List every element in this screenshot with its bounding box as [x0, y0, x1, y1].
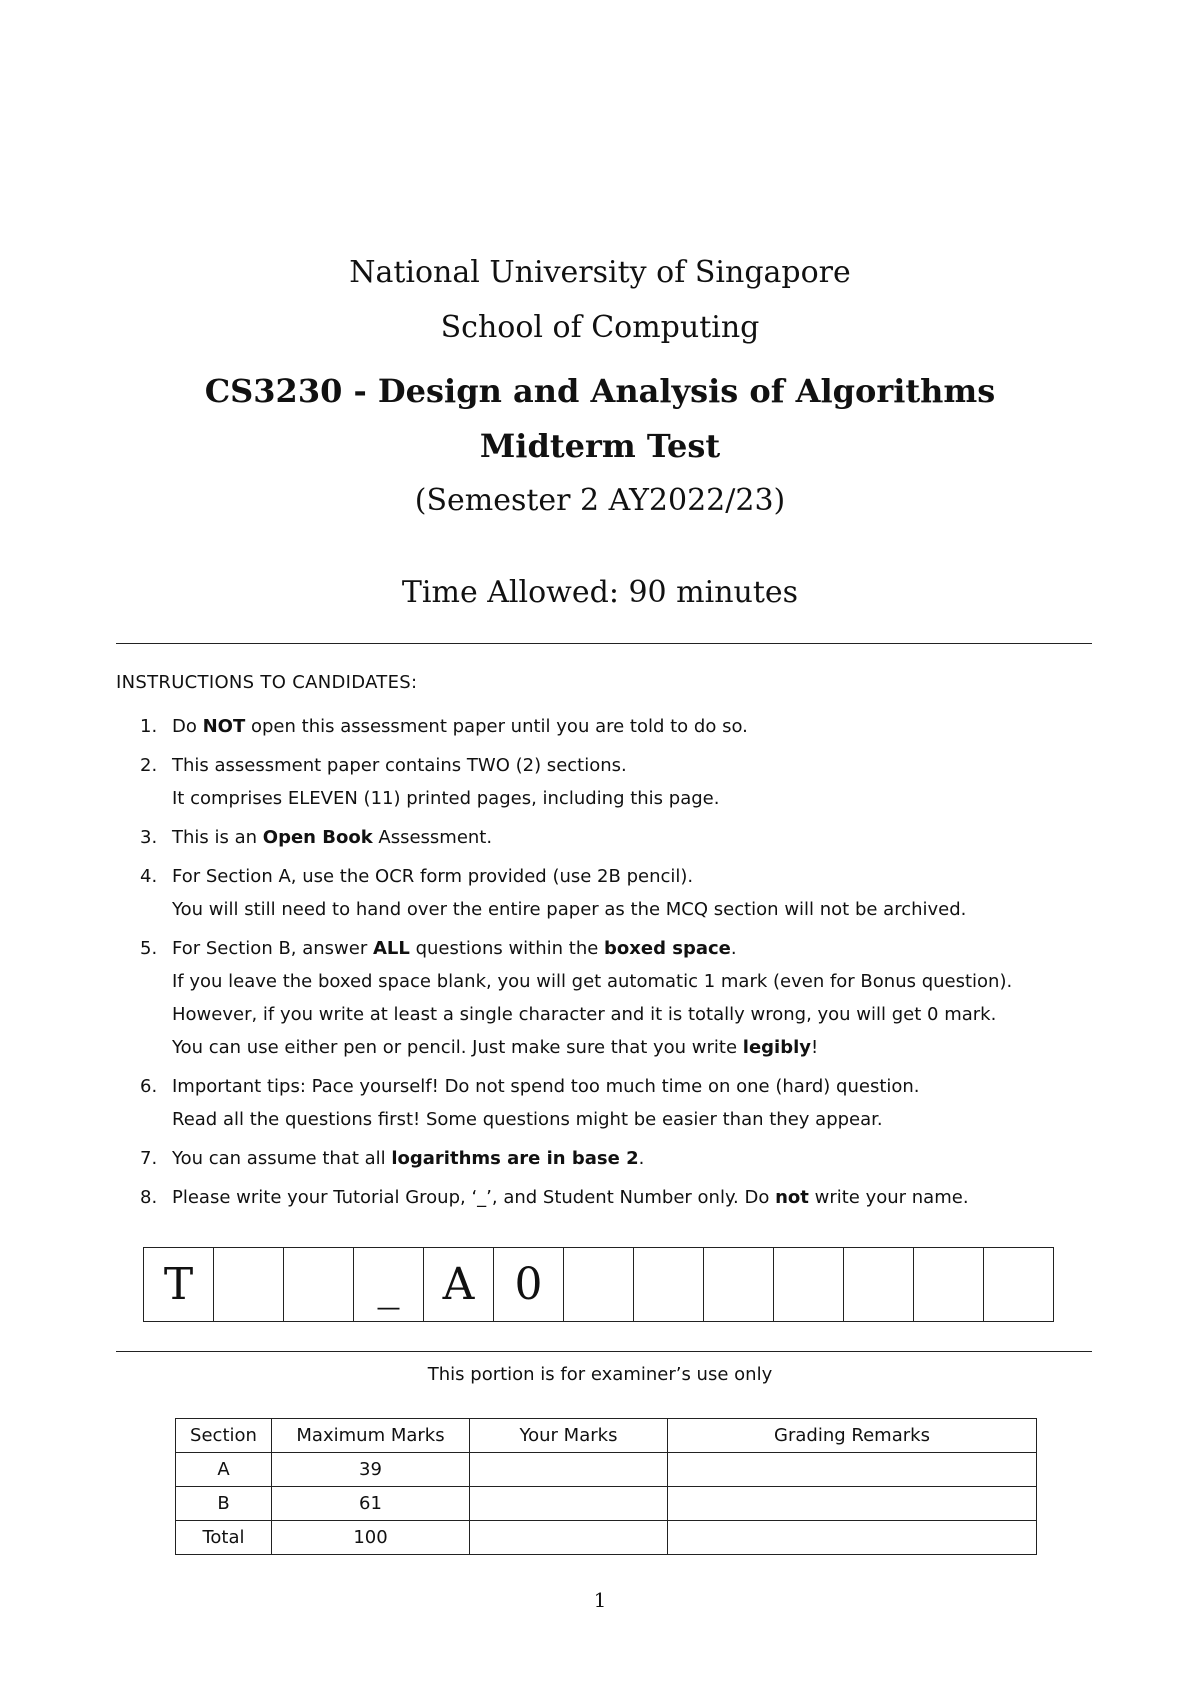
id-box[interactable]	[704, 1248, 774, 1322]
divider-top	[116, 643, 1092, 644]
university-name: National University of Singapore	[349, 255, 851, 290]
header-section: Section	[176, 1419, 272, 1453]
cell-remarks[interactable]	[668, 1521, 1037, 1555]
table-row	[176, 1453, 1037, 1487]
student-id-boxes	[143, 1247, 1054, 1322]
exam-title: Midterm Test	[479, 427, 721, 465]
instruction-item: 6. Important tips: Pace yourself! Do not spend too much time on one (hard) question. Read all the questions first! Some questions might be easier than they appear.	[140, 1076, 920, 1130]
examiner-note: This portion is for examiner’s use only	[427, 1364, 773, 1385]
cell-section: A	[176, 1453, 272, 1487]
id-box[interactable]: A	[424, 1248, 494, 1322]
id-box[interactable]	[214, 1248, 284, 1322]
cell-your-marks[interactable]	[470, 1521, 668, 1555]
page-number: 1	[593, 1588, 607, 1612]
instruction-item: 4. For Section A, use the OCR form provided (use 2B pencil). You will still need to hand over the entire paper as the MCQ section will not be archived.	[140, 866, 967, 920]
course-title: CS3230 - Design and Analysis of Algorithms	[204, 372, 996, 410]
table-row	[176, 1487, 1037, 1521]
cell-remarks[interactable]	[668, 1487, 1037, 1521]
id-box[interactable]	[914, 1248, 984, 1322]
cell-your-marks[interactable]	[470, 1453, 668, 1487]
instructions-list	[140, 710, 1100, 1220]
cell-your-marks[interactable]	[470, 1487, 668, 1521]
header-grading-remarks: Grading Remarks	[668, 1419, 1037, 1453]
marks-table	[175, 1418, 1037, 1555]
marks-header-row	[176, 1419, 1037, 1453]
instruction-item: 3. This is an Open Book Assessment.	[140, 827, 493, 848]
instruction-item: 1. Do NOT open this assessment paper until you are told to do so.	[140, 716, 748, 737]
cell-section: B	[176, 1487, 272, 1521]
school-name: School of Computing	[440, 310, 760, 345]
header-max-marks: Maximum Marks	[272, 1419, 470, 1453]
id-box[interactable]	[284, 1248, 354, 1322]
id-box[interactable]	[634, 1248, 704, 1322]
cell-remarks[interactable]	[668, 1453, 1037, 1487]
header-your-marks: Your Marks	[470, 1419, 668, 1453]
instruction-item: 5. For Section B, answer ALL questions within the boxed space. If you leave the boxed space blank, you will get automatic 1 mark (even for Bonus question). However, if you write at least a single character and it is totally wrong, you will get 0 mark. You can use either pen or pencil. Just make sure that you write legibly!	[140, 938, 1013, 1058]
instruction-item: 7. You can assume that all logarithms are in base 2.	[140, 1148, 645, 1169]
cell-max: 39	[272, 1453, 470, 1487]
cell-max: 100	[272, 1521, 470, 1555]
divider-bottom	[116, 1351, 1092, 1352]
id-box[interactable]: 0	[494, 1248, 564, 1322]
table-row	[176, 1521, 1037, 1555]
id-box[interactable]	[844, 1248, 914, 1322]
id-box[interactable]	[774, 1248, 844, 1322]
instruction-item: 2. This assessment paper contains TWO (2) sections. It comprises ELEVEN (11) printed pages, including this page.	[140, 755, 720, 809]
id-box[interactable]	[564, 1248, 634, 1322]
instruction-item: 8. Please write your Tutorial Group, ‘_’, and Student Number only. Do not write your name.	[140, 1187, 969, 1208]
id-box[interactable]: T	[144, 1248, 214, 1322]
id-box[interactable]: _	[354, 1248, 424, 1322]
cell-max: 61	[272, 1487, 470, 1521]
time-allowed: Time Allowed: 90 minutes	[401, 575, 799, 610]
id-box[interactable]	[984, 1248, 1054, 1322]
cell-section: Total	[176, 1521, 272, 1555]
semester-label: (Semester 2 AY2022/23)	[414, 483, 786, 518]
instructions-heading: INSTRUCTIONS TO CANDIDATES:	[116, 672, 418, 693]
